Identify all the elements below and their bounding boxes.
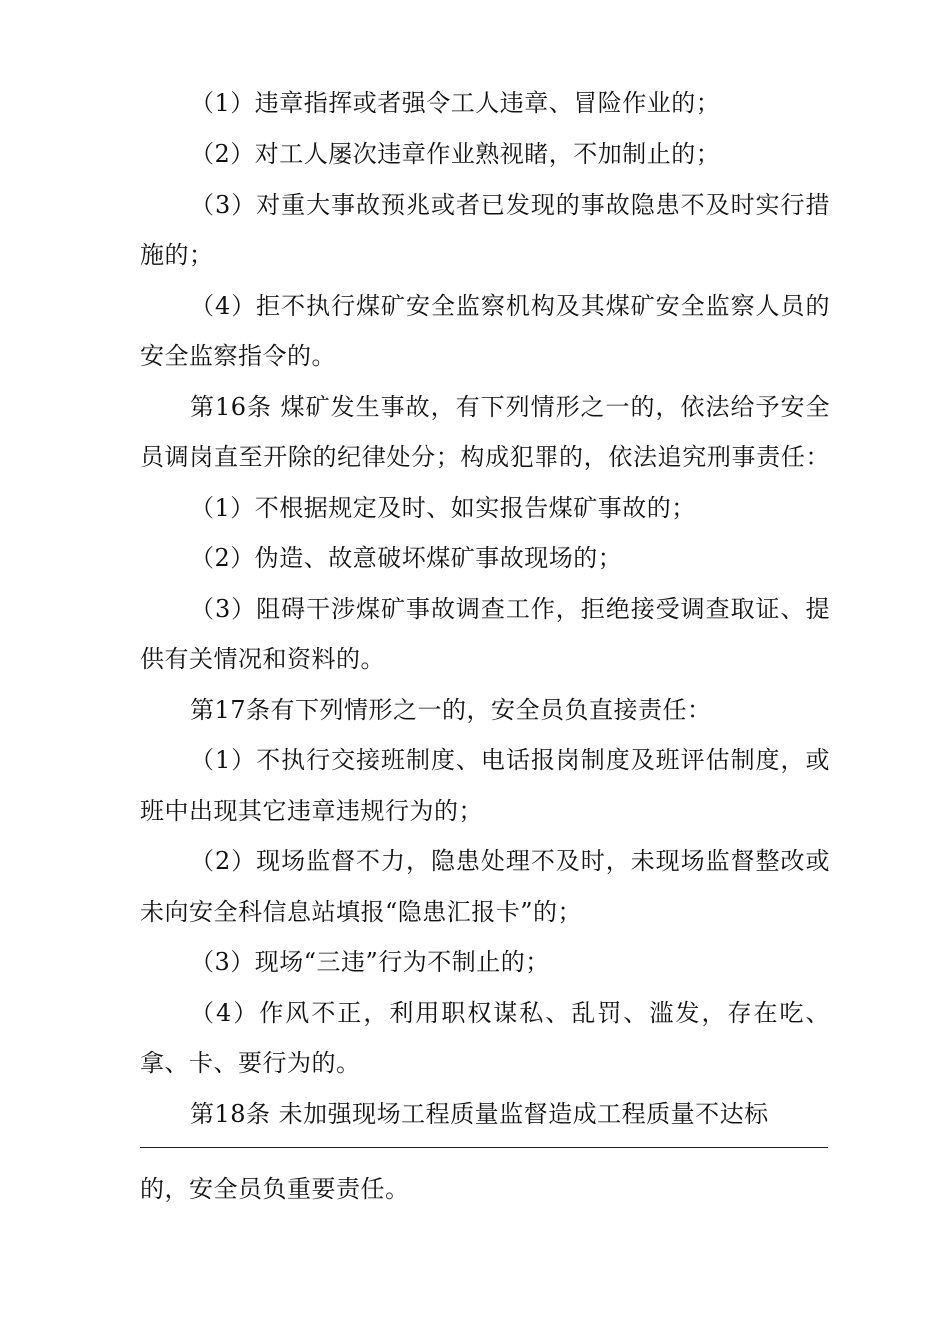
clause-17-item-1-line-2: 班中出现其它违章违规行为的； — [140, 797, 483, 825]
clause-16-item-2: （2）伪造、故意破坏煤矿事故现场的； — [190, 544, 623, 572]
clause-16-heading-line-1: 第16条 煤矿发生事故，有下列情形之一的，依法给予安全 — [190, 393, 830, 421]
clause-15-item-3-line-1: （3）对重大事故预兆或者已发现的事故隐患不及时实行措 — [190, 191, 830, 219]
clause-17-item-2-line-1: （2）现场监督不力，隐患处理不及时，未现场监督整改或 — [190, 847, 830, 875]
clause-16-item-1: （1）不根据规定及时、如实报告煤矿事故的； — [190, 494, 696, 522]
clause-18-line-1: 第18条 未加强现场工程质量监督造成工程质量不达标 — [190, 1100, 769, 1128]
clause-15-item-1: （1）违章指挥或者强令工人违章、冒险作业的； — [190, 89, 721, 117]
clause-15-item-2: （2）对工人屡次违章作业熟视睹，不加制止的； — [190, 140, 721, 168]
clause-16-heading-line-2: 员调岗直至开除的纪律处分；构成犯罪的，依法追究刑事责任： — [140, 443, 830, 471]
clause-16-item-3-line-1: （3）阻碍干涉煤矿事故调查工作，拒绝接受调查取证、提 — [190, 595, 830, 623]
clause-17-heading: 第17条有下列情形之一的，安全员负直接责任： — [190, 696, 712, 724]
clause-16-item-3-line-2: 供有关情况和资料的。 — [140, 645, 385, 673]
clause-15-item-4-line-1: （4）拒不执行煤矿安全监察机构及其煤矿安全监察人员的 — [190, 292, 830, 320]
page-divider — [140, 1147, 828, 1148]
clause-17-item-2-line-2: 未向安全科信息站填报“隐患汇报卡”的； — [140, 898, 583, 926]
clause-15-item-3-line-2: 施的； — [140, 241, 214, 269]
clause-18-line-2: 的，安全员负重要责任。 — [140, 1175, 410, 1203]
clause-17-item-4-line-1: （4）作风不正，利用职权谋私、乱罚、滥发，存在吃、 — [190, 999, 830, 1027]
clause-17-item-3: （3）现场“三违”行为不制止的； — [190, 948, 550, 976]
clause-17-item-1-line-1: （1）不执行交接班制度、电话报岗制度及班评估制度，或 — [190, 746, 830, 774]
clause-15-item-4-line-2: 安全监察指令的。 — [140, 342, 336, 370]
clause-17-item-4-line-2: 拿、卡、要行为的。 — [140, 1049, 361, 1077]
